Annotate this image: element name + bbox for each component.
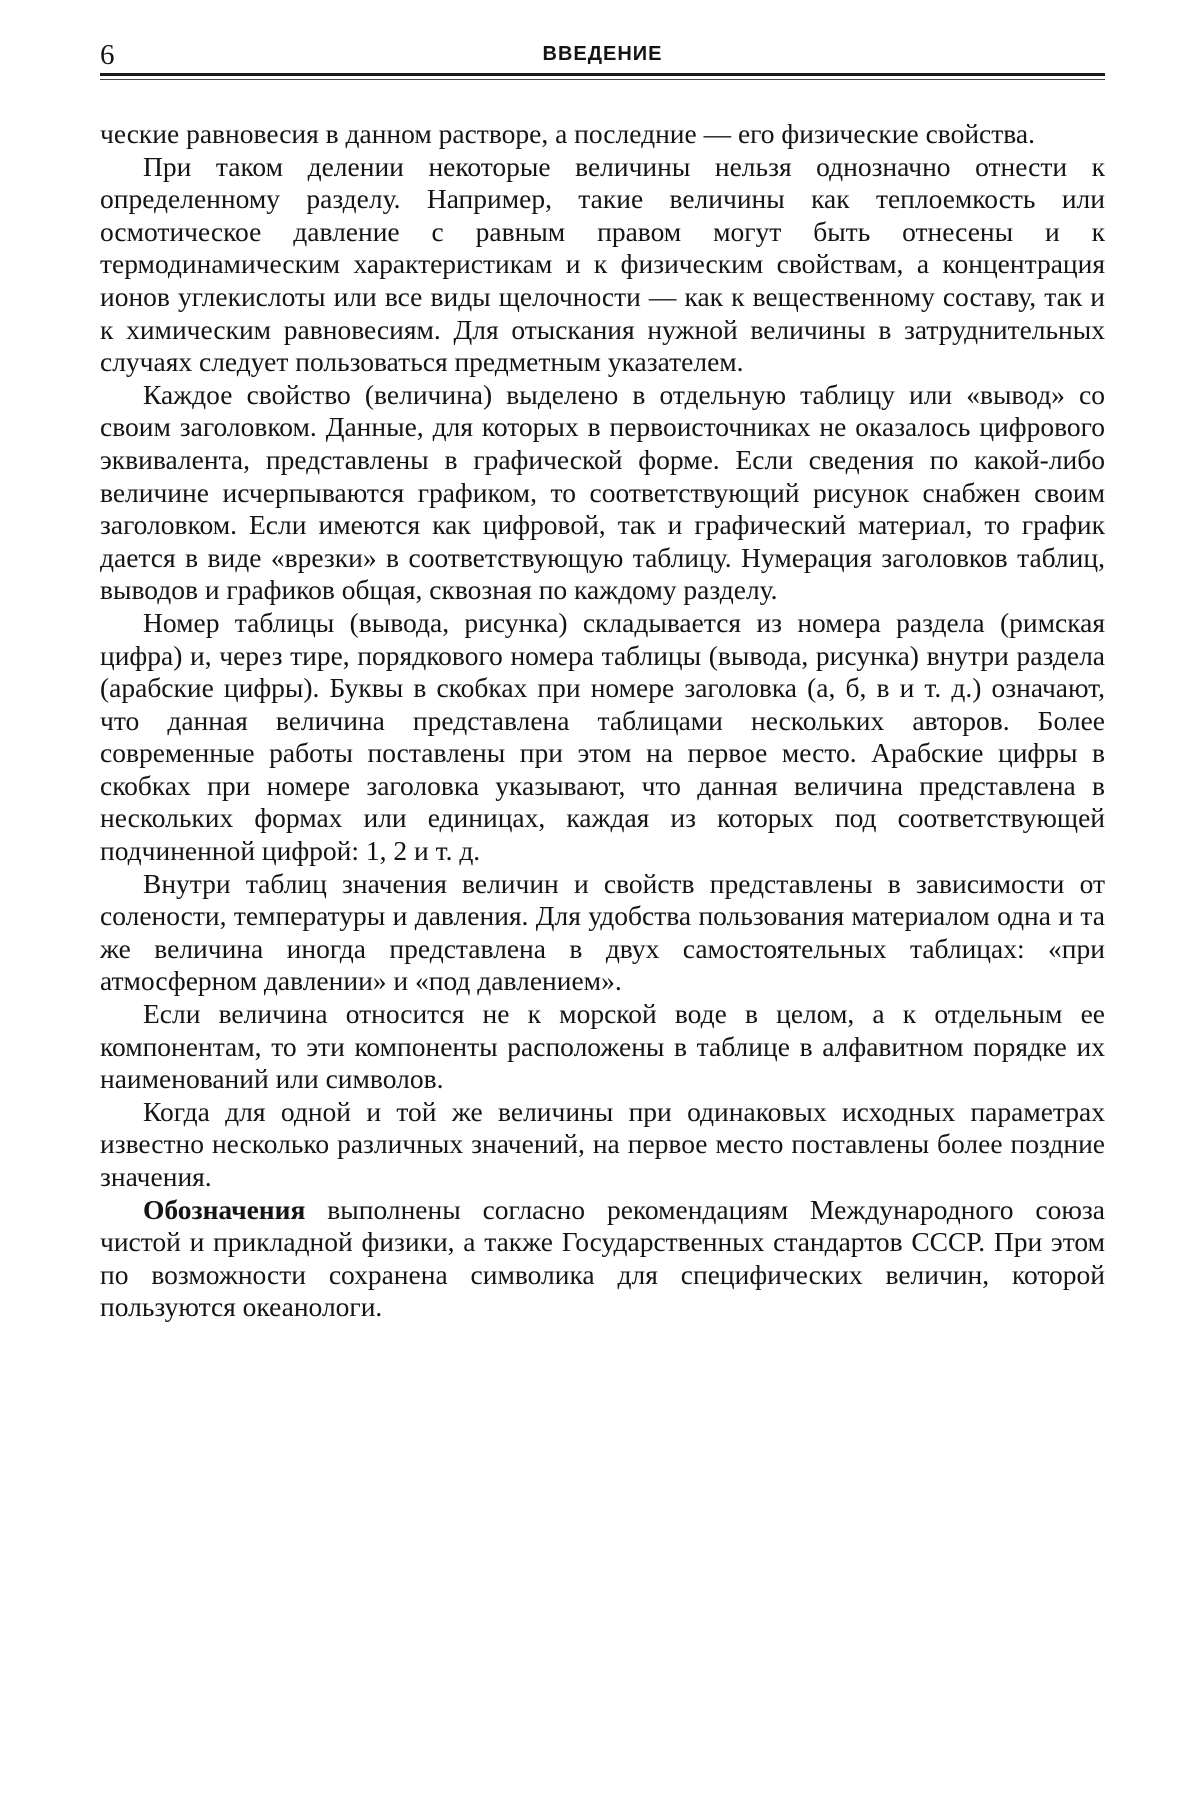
paragraph-values-order: [100, 1096, 1105, 1194]
page-number: 6: [100, 39, 115, 71]
paragraph-text: Номер таблицы (вывода, рисунка) складывается из номера раздела (римская цифра) и, через тире, порядкового номера таблицы (вывода, рисунка) внутри раздела (арабские цифры). Буквы в скобках при номере заголовка (а, б, в и т. д.) означают, что данная величина представлена таблицами нескольких авторов. Более современные работы поставлены при этом на первое место. Арабские цифры в скобках при номере заголовка указывают, что данная величина представлена в нескольких формах или единицах, каждая из которых под соответствующей подчиненной цифрой: 1, 2 и т. д.: [100, 606, 1105, 867]
paragraph-notation: [100, 1194, 1105, 1324]
paragraph-text: выполнены согласно рекомендациям Международного союза чистой и прикладной физики, а также Государственных стандартов СССР. При этом по возможности сохранена символика для специфических величин, которой пользуются океанологи.: [100, 1193, 1105, 1323]
header-rule-thick: [100, 73, 1105, 76]
paragraph-text: Каждое свойство (величина) выделено в отдельную таблицу или «вывод» со своим заголовком. Данные, для которых в первоисточниках не оказалось цифрового эквивалента, представлены в графической форме. Если сведения по какой-либо величине исчерпываются графиком, то соответствующий рисунок снабжен своим заголовком. Если имеются как цифровой, так и графический материал, то график дается в виде «врезки» в соответствующую таблицу. Нумерация заголовков таблиц, выводов и графиков общая, сквозная по каждому разделу.: [100, 378, 1105, 606]
paragraph-text: Когда для одной и той же величины при одинаковых исходных параметрах известно несколько различных значений, на первое место поставлены более поздние значения.: [100, 1095, 1105, 1192]
section-title: ВВЕДЕНИЕ: [542, 43, 663, 65]
paragraph-classification: [100, 151, 1105, 379]
header-rule-thin: [100, 79, 1105, 80]
paragraph-text: Если величина относится не к морской воде в целом, а к отдельным ее компонентам, то эти компоненты расположены в таблице в алфавитном порядке их наименований или символов.: [100, 998, 1105, 1095]
paragraph-text: Внутри таблиц значения величин и свойств представлены в зависимости от солености, температуры и давления. Для удобства пользования материалом одна и та же величина иногда представлена в двух самостоятельных таблицах: «при атмосферном давлении» и «под давлением».: [100, 867, 1105, 997]
paragraph-continuation: [100, 118, 1105, 151]
paragraph-text: При таком делении некоторые величины нельзя однозначно отнести к определенному разделу. Например, такие величины как теплоемкость или осмотическое давление с равным правом могут быть отнесены и к термодинамическим характеристикам и к физическим свойствам, а концентрация ионов углекислоты или все виды щелочности — как к вещественному составу, так и к химическим равновесиям. Для отыскания нужной величины в затруднительных случаях следует пользоваться предметным указателем.: [100, 150, 1105, 378]
paragraph-text: ческие равновесия в данном растворе, а последние — его физические свойства.: [100, 118, 1035, 149]
paragraph-dependencies: [100, 868, 1105, 998]
running-head: [100, 34, 1105, 74]
paragraph-tables: [100, 379, 1105, 607]
body-text: [100, 118, 1105, 1324]
notation-term: Обозначения: [143, 1193, 306, 1225]
paragraph-components: [100, 998, 1105, 1096]
paragraph-numbering: [100, 607, 1105, 868]
